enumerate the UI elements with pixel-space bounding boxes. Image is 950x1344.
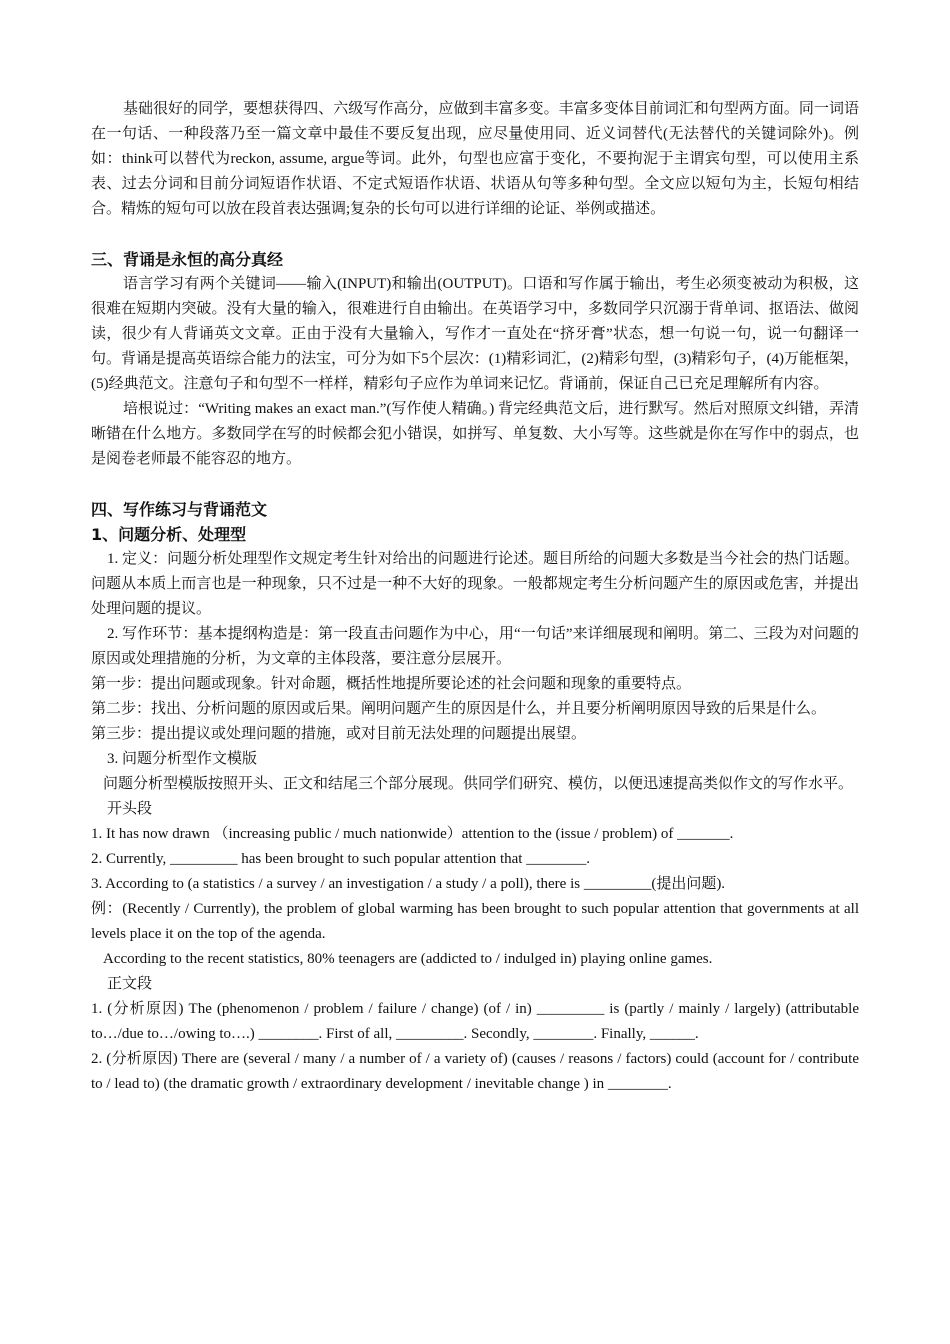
spacer [91, 472, 859, 497]
body-sentence-2: 2. (分析原因) There are (several / many / a number of / a variety of) (causes / reasons / factors) could (account for / contribute to / lead to) (the dramatic growth / extraordinary development / inevitable change ) in ________. [91, 1051, 859, 1092]
template-description: 问题分析型模版按照开头、正文和结尾三个部分展现。供同学们研究、模仿，以便迅速提高类似作文的写作水平。 [103, 776, 854, 792]
body-sentence-1: 1. (分析原因) The (phenomenon / problem / failure / change) (of / in) _________ is (partly / mainly / largely) (attributable to…/due to…/owing to….) ________. First of all, _________. Secondly, ________. Finally, ______. [91, 1001, 859, 1042]
document-page [91, 97, 859, 1097]
writing-steps-paragraph: 2. 写作环节：基本提纲构造是：第一段直击问题作为中心，用“一句话”来详细展现和阐明。第二、三段为对问题的原因或处理措施的分析，为文章的主体段落，要注意分层展开。 [91, 626, 859, 667]
example-sentence-1: 例：(Recently / Currently), the problem of global warming has been brought to such popular attention that governments at all levels place it on the top of the agenda. [91, 901, 859, 942]
section-3-paragraph-1: 语言学习有两个关键词——输入(INPUT)和输出(OUTPUT)。口语和写作属于输出，考生必须变被动为积极，这很难在短期内突破。没有大量的输入，很难进行自由输出。在英语学习中，多数同学只沉溺于背单词、抠语法、做阅读，很少有人背诵英文文章。正由于没有大量输入，写作才一直处在“挤牙膏”状态，想一句说一句，说一句翻译一句。背诵是提高英语综合能力的法宝，可分为如下5个层次：(1)精彩词汇，(2)精彩句型，(3)精彩句子，(4)万能框架，(5)经典范文。注意句子和句型不一样样，精彩句子应作为单词来记忆。背诵前，保证自己已充足理解所有内容。 [91, 276, 859, 392]
step-2: 第二步：找出、分析问题的原因或后果。阐明问题产生的原因是什么，并且要分析阐明原因导致的后果是什么。 [91, 701, 827, 717]
section-heading-3: 三、背诵是永恒的高分真经 [91, 250, 284, 269]
opening-sentence-2: 2. Currently, _________ has been brought to such popular attention that ________. [91, 851, 590, 867]
opening-sentence-3: 3. According to (a statistics / a survey / an investigation / a study / a poll), there is _________(提出问题). [91, 876, 726, 892]
opening-label: 开头段 [107, 801, 153, 817]
example-sentence-2: According to the recent statistics, 80% teenagers are (addicted to / indulged in) playing online games. [103, 951, 713, 967]
section-3-paragraph-2: 培根说过：“Writing makes an exact man.”(写作使人精确。) 背完经典范文后，进行默写。然后对照原文纠错，弄清晰错在什么地方。多数同学在写的时候都会犯小错误，如拼写、单复数、大小写等。这些就是你在写作中的弱点，也是阅卷老师最不能容忍的地方。 [91, 401, 859, 467]
section-heading-4: 四、写作练习与背诵范文 [91, 500, 268, 519]
subsection-heading-4-1: 1、问题分析、处理型 [91, 525, 247, 544]
step-3: 第三步：提出提议或处理问题的措施，或对目前无法处理的问题提出展望。 [91, 726, 587, 742]
spacer [91, 222, 859, 247]
intro-paragraph: 基础很好的同学，要想获得四、六级写作高分，应做到丰富多变。丰富多变体目前词汇和句型两方面。同一词语在一句话、一种段落乃至一篇文章中最佳不要反复出现，应尽量使用同、近义词替代(无法替代的关键词除外)。例如：think可以替代为reckon, assume, argue等词。此外，句型也应富于变化，不要拘泥于主谓宾句型，可以使用主系表、过去分词和目前分词短语作状语、不定式短语作状语、状语从句等多种句型。全文应以短句为主，长短句相结合。精炼的短句可以放在段首表达强调;复杂的长句可以进行详细的论证、举例或描述。 [91, 101, 859, 217]
template-title: 3. 问题分析型作文模版 [107, 751, 258, 767]
definition-paragraph: 1. 定义：问题分析处理型作文规定考生针对给出的问题进行论述。题目所给的问题大多数是当今社会的热门话题。问题从本质上而言也是一种现象，只不过是一种不大好的现象。一般都规定考生分析问题产生的原因或危害，并提出处理问题的提议。 [91, 551, 859, 617]
step-1: 第一步：提出问题或现象。针对命题，概括性地提所要论述的社会问题和现象的重要特点。 [91, 676, 692, 692]
body-label: 正文段 [107, 976, 153, 992]
opening-sentence-1: 1. It has now drawn （increasing public / much nationwide）attention to the (issue / problem) of _______. [91, 826, 734, 842]
